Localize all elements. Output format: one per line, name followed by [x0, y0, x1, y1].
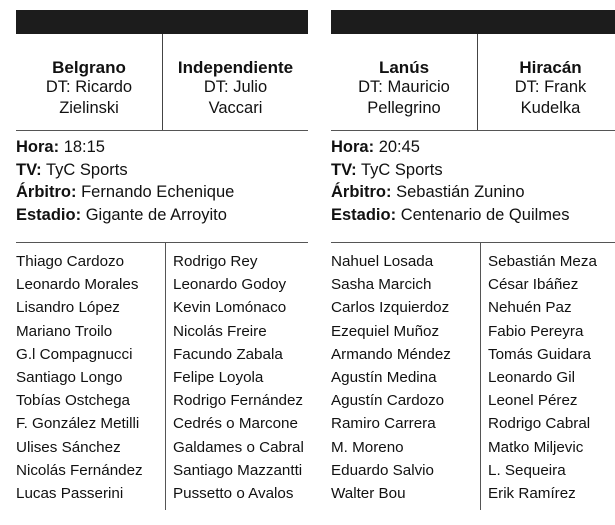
header-bar	[16, 10, 308, 34]
away-team-name: Hiracán	[519, 58, 582, 77]
divider	[331, 130, 615, 131]
away-team	[162, 34, 308, 130]
player-name: Eduardo Salvio	[331, 461, 435, 479]
divider	[331, 242, 615, 243]
away-team	[477, 34, 615, 130]
tv-value: TyC Sports	[360, 160, 443, 179]
player-name: Ulises Sánchez	[16, 438, 121, 456]
arbitro-value: Sebastián Zunino	[396, 183, 525, 201]
player-name: F. González Metilli	[16, 415, 140, 433]
player-name: Santiago Longo	[16, 368, 123, 386]
player-name: Galdames o Cabral	[173, 438, 304, 456]
player-name: Tobías Ostchega	[16, 392, 130, 410]
match-card-lanus-huracan	[331, 10, 615, 518]
away-coach-line-1	[163, 77, 308, 98]
home-lineup	[331, 250, 451, 505]
home-team-name: Lanús	[378, 58, 430, 77]
player-name: Matko Miljevic	[488, 438, 584, 456]
arbitro-value: Fernando Echenique	[81, 183, 235, 201]
player-name: Sebastián Meza	[488, 253, 597, 270]
arbitro-label: Árbitro:	[331, 183, 392, 201]
player-name: Agustín Medina	[331, 368, 437, 386]
tv-row	[331, 159, 615, 182]
player-name: Ezequiel Muñoz	[331, 322, 440, 340]
player-name: Mariano Troilo	[16, 322, 113, 340]
player-name: Lisandro López	[16, 299, 120, 317]
hora-row	[331, 136, 615, 159]
arbitro-row	[16, 181, 308, 204]
estadio-row	[16, 204, 308, 227]
away-lineup	[173, 250, 304, 505]
home-coach-first: Ricardo	[75, 78, 133, 96]
arbitro-label: Árbitro:	[16, 183, 77, 201]
teams-row	[331, 34, 615, 130]
home-lineup	[16, 250, 143, 505]
tv-value: TyC Sports	[45, 160, 128, 179]
divider	[16, 242, 308, 243]
home-team	[16, 34, 162, 130]
player-name: Santiago Mazzantti	[173, 461, 303, 479]
player-name: Nehuén Paz	[488, 299, 572, 317]
hora-label: Hora:	[16, 138, 60, 156]
player-name: Thiago Cardozo	[16, 253, 125, 270]
player-name: M. Moreno	[331, 438, 404, 456]
player-name: Lucas Passerini	[16, 484, 124, 502]
player-name: Rodrigo Fernández	[173, 392, 304, 410]
match-card-belgrano-independiente	[16, 10, 308, 518]
estadio-value: Centenario de Quilmes	[400, 205, 570, 224]
player-name: Nahuel Losada	[331, 253, 434, 270]
player-name: Leonardo Godoy	[173, 276, 287, 294]
tv-row	[16, 159, 308, 182]
lineup-divider	[480, 242, 481, 510]
hora-label: Hora:	[331, 138, 375, 156]
match-info	[16, 136, 308, 226]
estadio-value: Gigante de Arroyito	[85, 205, 227, 224]
away-coach-first: Frank	[544, 78, 587, 96]
away-coach-first: Julio	[233, 78, 268, 96]
home-coach-line-1	[16, 77, 162, 98]
match-info	[331, 136, 615, 226]
player-name: Nicolás Fernández	[16, 461, 143, 479]
player-name: Walter Bou	[331, 484, 406, 502]
header-bar	[331, 10, 615, 34]
hora-value: 18:15	[63, 138, 105, 156]
hora-row	[16, 136, 308, 159]
estadio-label: Estadio:	[16, 205, 82, 224]
player-name: Pussetto o Avalos	[173, 484, 294, 502]
player-name: Leonardo Gil	[488, 368, 575, 386]
player-name: Sasha Marcich	[331, 276, 432, 294]
away-coach-last: Kudelka	[520, 99, 581, 117]
player-name: Carlos Izquierdoz	[331, 299, 450, 317]
player-name: Kevin Lomónaco	[173, 299, 287, 317]
player-name: Armando Méndez	[331, 345, 451, 363]
player-name: Facundo Zabala	[173, 345, 283, 363]
estadio-row	[331, 204, 615, 227]
estadio-label: Estadio:	[331, 205, 397, 224]
dt-label: DT:	[45, 78, 71, 96]
player-name: Rodrigo Rey	[173, 253, 258, 270]
away-coach-last: Vaccari	[208, 99, 263, 117]
home-coach-line-1	[331, 77, 477, 98]
dt-label: DT:	[203, 78, 229, 96]
tv-label: TV:	[16, 160, 42, 179]
home-coach-last: Pellegrino	[367, 99, 441, 117]
dt-label: DT:	[514, 78, 540, 96]
player-name: L. Sequeira	[488, 461, 566, 479]
hora-value: 20:45	[378, 138, 420, 156]
away-team-name: Independiente	[177, 58, 294, 77]
lineup-divider	[165, 242, 166, 510]
player-name: Felipe Loyola	[173, 368, 264, 386]
arbitro-row	[331, 181, 615, 204]
teams-row	[16, 34, 308, 130]
tv-label: TV:	[331, 160, 357, 179]
player-name: Rodrigo Cabral	[488, 415, 591, 433]
dt-label: DT:	[358, 78, 383, 96]
player-name: Ramiro Carrera	[331, 415, 436, 433]
player-name: Fabio Pereyra	[488, 322, 584, 340]
home-coach-first: Mauricio	[387, 78, 450, 96]
player-name: Leonardo Morales	[16, 276, 139, 294]
player-name: Agustín Cardozo	[331, 392, 445, 410]
home-team	[331, 34, 477, 130]
player-name: Erik Ramírez	[488, 484, 576, 502]
away-lineup	[488, 250, 597, 505]
home-team-name: Belgrano	[52, 58, 126, 77]
player-name: G.l Compagnucci	[16, 345, 133, 363]
home-coach-last: Zielinski	[59, 99, 119, 117]
player-name: Cedrés o Marcone	[173, 415, 298, 433]
divider	[16, 130, 308, 131]
away-coach-line-1	[478, 77, 615, 98]
player-name: Leonel Pérez	[488, 392, 578, 410]
player-name: Tomás Guidara	[488, 345, 591, 363]
player-name: Nicolás Freire	[173, 322, 267, 340]
player-name: César Ibáñez	[488, 276, 579, 294]
